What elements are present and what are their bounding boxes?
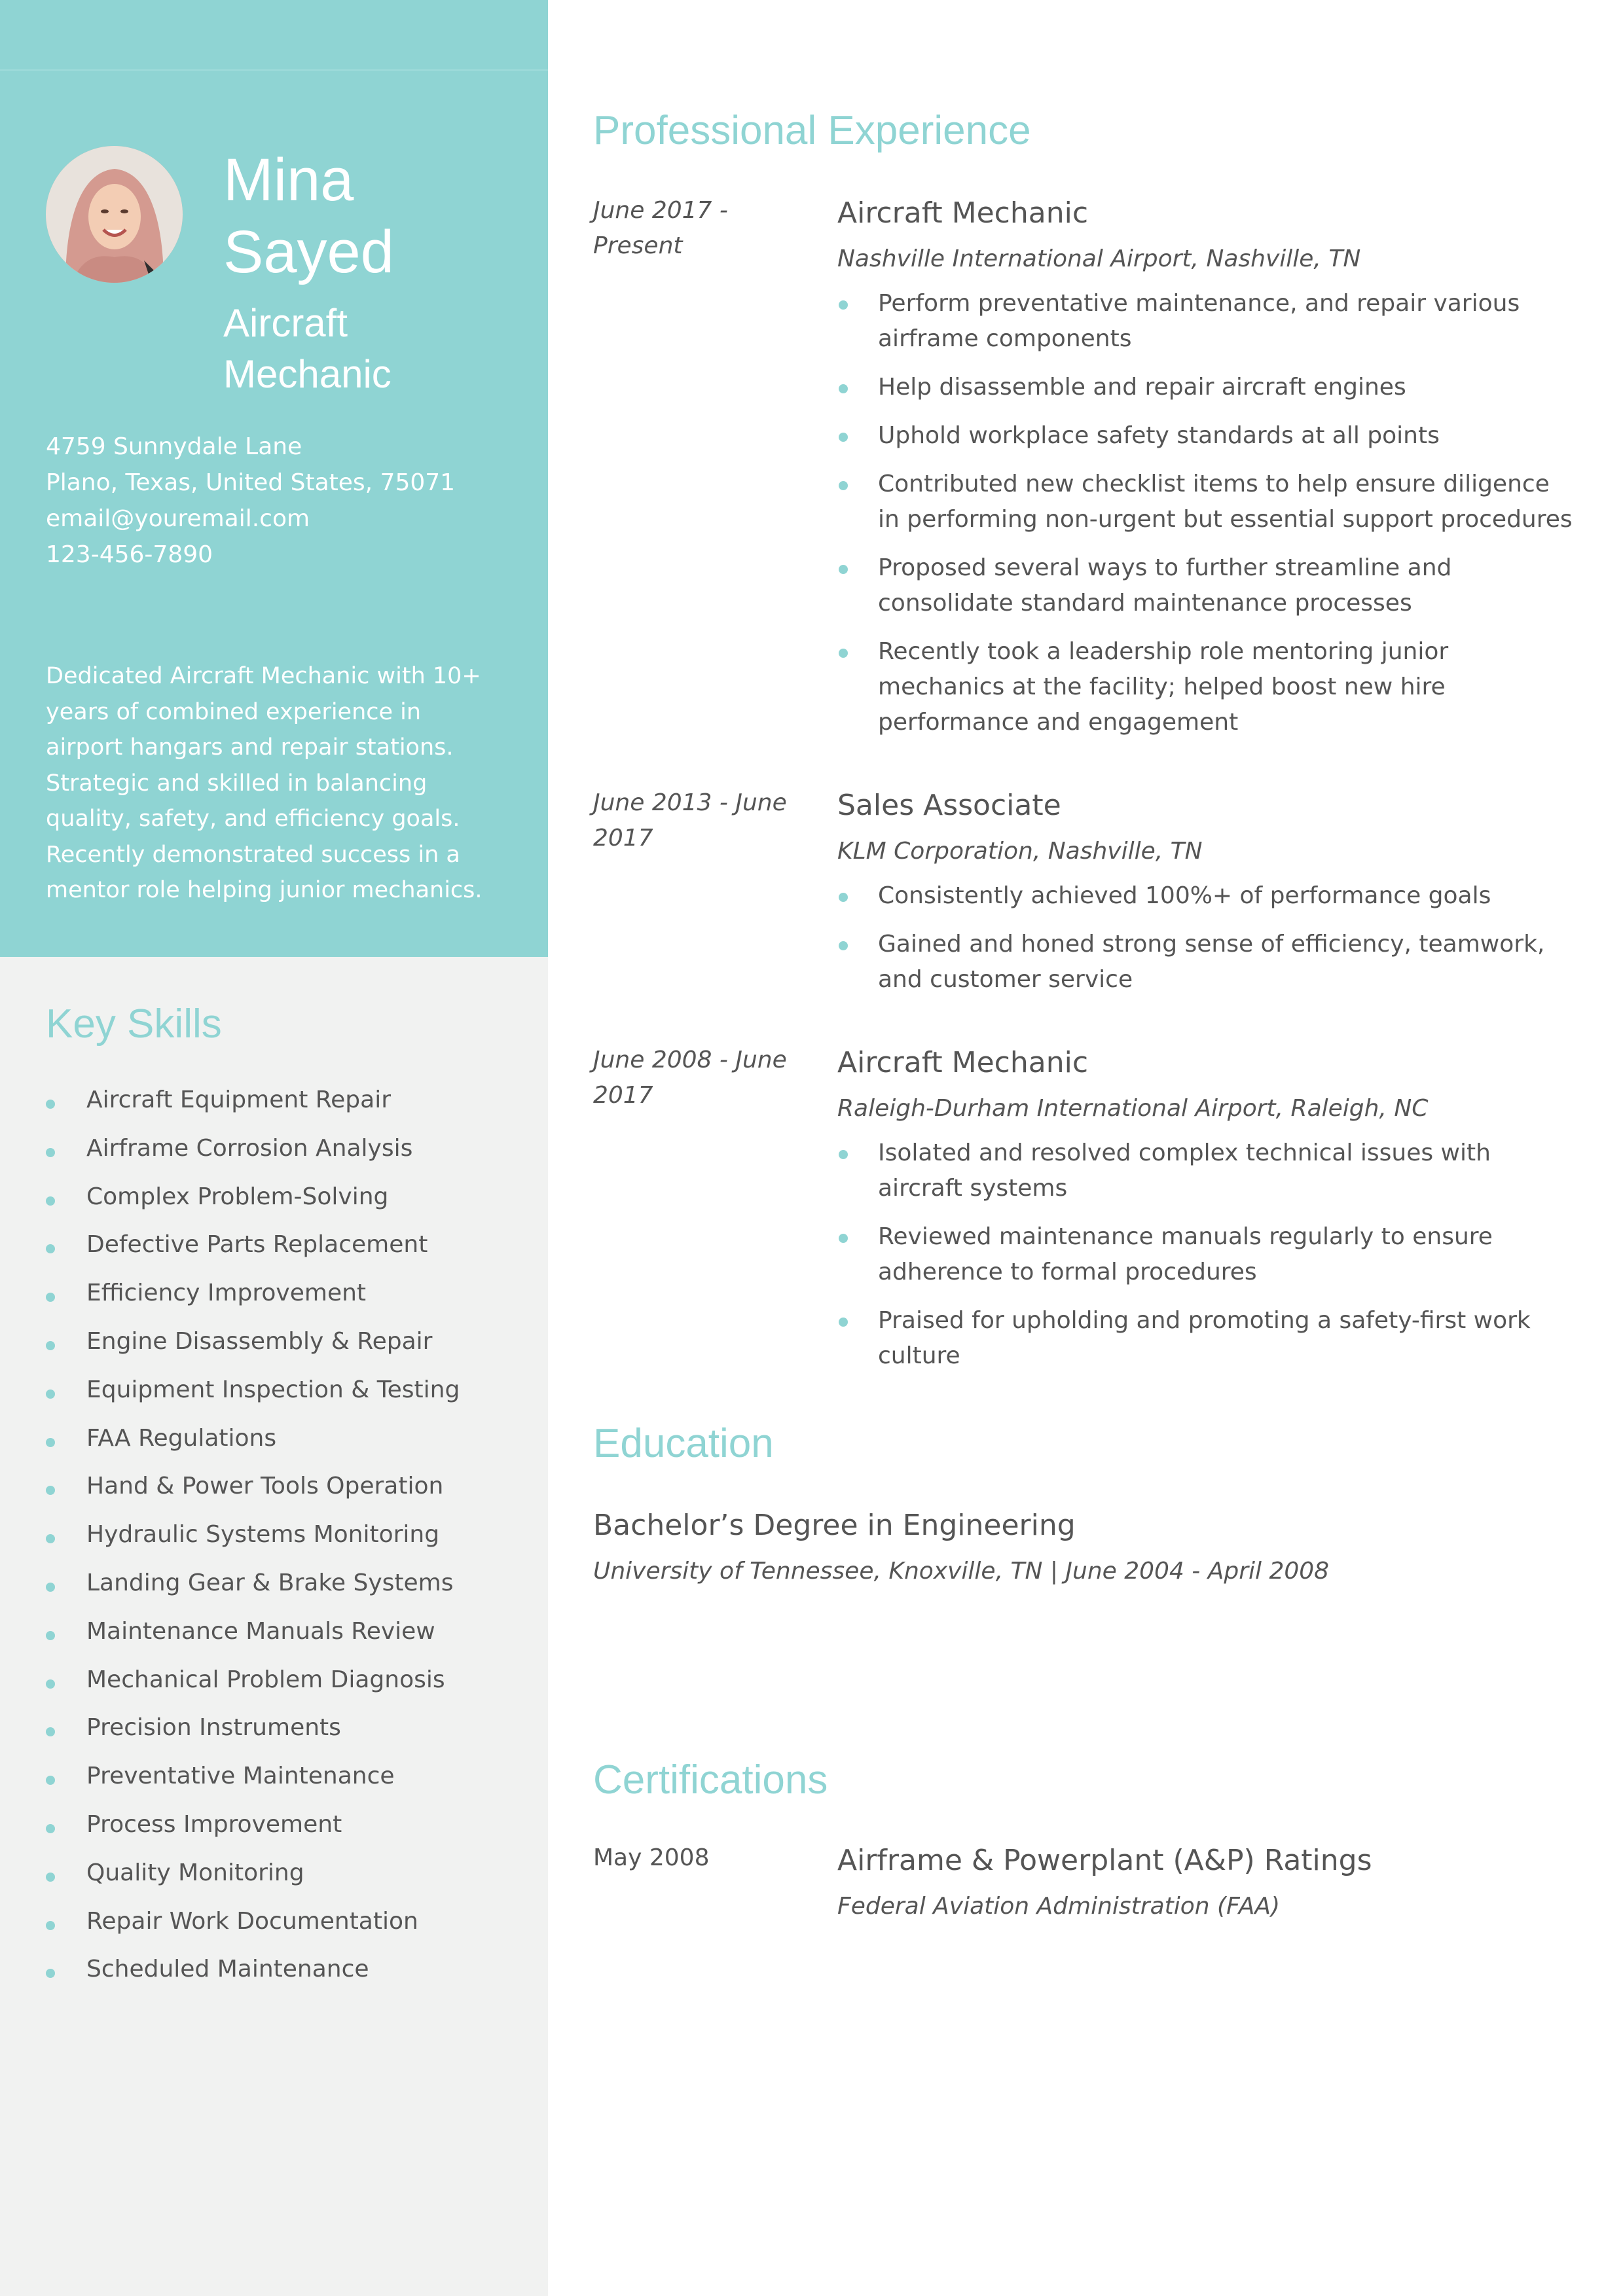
skill-label: Landing Gear & Brake Systems xyxy=(86,1569,454,1596)
bullet-icon xyxy=(839,893,848,902)
bullet-text: Praised for upholding and promoting a safety-first work culture xyxy=(878,1307,1531,1369)
job-dates: June 2008 - June 2017 xyxy=(593,1047,787,1109)
skill-label: Hand & Power Tools Operation xyxy=(86,1473,444,1500)
bullet-icon xyxy=(839,384,848,393)
skill-label: Aircraft Equipment Repair xyxy=(86,1086,392,1113)
phone: 123-456-7890 xyxy=(46,541,213,568)
skill-item xyxy=(46,1469,530,1518)
education-degree: Bachelor’s Degree in Engineering xyxy=(593,1509,1076,1542)
city: Plano, Texas, United States, 75071 xyxy=(46,469,456,496)
bullet-icon xyxy=(46,1390,55,1399)
bullet-icon xyxy=(839,1150,848,1159)
header-divider xyxy=(0,69,548,71)
skill-label: Quality Monitoring xyxy=(86,1859,304,1886)
profile-photo xyxy=(46,146,183,283)
bullet-text: Perform preventative maintenance, and repair various airframe components xyxy=(878,290,1520,352)
bullet-icon xyxy=(839,1234,848,1243)
skill-label: Airframe Corrosion Analysis xyxy=(86,1134,413,1162)
list-item xyxy=(837,927,1577,997)
bullet-icon xyxy=(46,1631,55,1640)
bullet-icon xyxy=(46,1341,55,1350)
list-item xyxy=(837,634,1577,740)
list-item xyxy=(837,550,1577,621)
bullet-icon xyxy=(46,1873,55,1882)
bullet-text: Help disassemble and repair aircraft engines xyxy=(878,374,1406,401)
skill-item xyxy=(46,1905,530,1953)
list-item xyxy=(837,467,1577,537)
bullet-icon xyxy=(46,1534,55,1543)
list-item xyxy=(837,1136,1577,1206)
job-dates: June 2017 - Present xyxy=(593,197,728,259)
experience-heading: Professional Experience xyxy=(593,108,1031,153)
list-item xyxy=(837,286,1577,357)
skill-item xyxy=(46,1422,530,1470)
skill-item xyxy=(46,1132,530,1180)
bullet-icon xyxy=(839,941,848,950)
list-item xyxy=(837,1303,1577,1374)
skill-item xyxy=(46,1083,530,1132)
skill-label: Process Improvement xyxy=(86,1810,342,1838)
contact-info xyxy=(46,429,530,573)
address: 4759 Sunnydale Lane xyxy=(46,433,302,460)
skill-label: Equipment Inspection & Testing xyxy=(86,1376,460,1403)
job-organization: Raleigh-Durham International Airport, Raleigh, NC xyxy=(837,1095,1429,1122)
skill-item xyxy=(46,1663,530,1712)
bullet-icon xyxy=(46,1438,55,1447)
education-entry xyxy=(593,1505,1575,1589)
skill-label: Repair Work Documentation xyxy=(86,1907,418,1935)
skill-label: FAA Regulations xyxy=(86,1424,277,1452)
skill-label: Preventative Maintenance xyxy=(86,1763,395,1790)
bullet-icon xyxy=(46,1776,55,1785)
skill-item xyxy=(46,1952,530,2001)
certification-org: Federal Aviation Administration (FAA) xyxy=(837,1893,1281,1920)
bullet-text: Reviewed maintenance manuals regularly to ensure adherence to formal procedures xyxy=(878,1223,1493,1285)
bullet-icon xyxy=(839,1318,848,1327)
bullet-icon xyxy=(46,1727,55,1736)
bullet-icon xyxy=(839,565,848,574)
skill-label: Complex Problem-Solving xyxy=(86,1183,389,1210)
job-dates: June 2013 - June 2017 xyxy=(593,789,787,852)
title-line-2: Mechanic xyxy=(223,352,392,396)
skill-label: Hydraulic Systems Monitoring xyxy=(86,1521,440,1549)
bullet-icon xyxy=(46,1969,55,1978)
first-name: Mina xyxy=(223,147,354,213)
bullet-text: Contributed new checklist items to help ensure diligence in performing non-urgent but essential support procedures xyxy=(878,471,1573,533)
skill-label: Efficiency Improvement xyxy=(86,1280,367,1307)
job-bullets xyxy=(837,286,1577,740)
bullet-icon xyxy=(46,1148,55,1157)
skill-item xyxy=(46,1180,530,1229)
sidebar xyxy=(0,0,548,2296)
bullet-icon xyxy=(839,300,848,310)
skill-item xyxy=(46,1615,530,1663)
skill-label: Engine Disassembly & Repair xyxy=(86,1327,433,1355)
list-item xyxy=(837,878,1577,914)
skill-label: Scheduled Maintenance xyxy=(86,1956,369,1983)
bullet-text: Proposed several ways to further streamline and consolidate standard maintenance processes xyxy=(878,554,1452,617)
job-body xyxy=(837,1043,1577,1387)
job-body xyxy=(837,785,1577,1011)
job-role: Aircraft Mechanic xyxy=(837,1046,1089,1079)
skill-item xyxy=(46,1711,530,1759)
skill-item xyxy=(46,1808,530,1856)
skill-label: Precision Instruments xyxy=(86,1714,341,1742)
job-bullets xyxy=(837,878,1577,997)
job-role: Sales Associate xyxy=(837,789,1061,822)
skill-item xyxy=(46,1373,530,1422)
last-name: Sayed xyxy=(223,219,394,285)
bullet-icon xyxy=(46,1244,55,1253)
candidate-title xyxy=(223,298,538,400)
skill-item xyxy=(46,1759,530,1808)
list-item xyxy=(837,370,1577,405)
bullet-text: Recently took a leadership role mentoring junior mechanics at the facility; helped boost new hire performance and engagement xyxy=(878,638,1449,736)
job-organization: Nashville International Airport, Nashville, TN xyxy=(837,245,1361,272)
bullet-icon xyxy=(839,481,848,490)
job-organization: KLM Corporation, Nashville, TN xyxy=(837,838,1203,865)
skill-item xyxy=(46,1325,530,1373)
skill-item xyxy=(46,1566,530,1615)
bullet-text: Consistently achieved 100%+ of performance goals xyxy=(878,882,1491,909)
bullet-icon xyxy=(46,1486,55,1495)
certification-body xyxy=(837,1840,1577,1924)
list-item xyxy=(837,418,1577,454)
bullet-text: Uphold workplace safety standards at all points xyxy=(878,422,1440,449)
email[interactable]: email@youremail.com xyxy=(46,505,310,532)
job-bullets xyxy=(837,1136,1577,1374)
skills-list xyxy=(46,1083,530,2001)
skill-item xyxy=(46,1276,530,1325)
skill-item xyxy=(46,1228,530,1276)
bullet-icon xyxy=(46,1679,55,1689)
bullet-icon xyxy=(46,1824,55,1833)
title-line-1: Aircraft xyxy=(223,301,348,345)
skill-label: Maintenance Manuals Review xyxy=(86,1617,435,1645)
bullet-icon xyxy=(46,1921,55,1930)
list-item xyxy=(837,1219,1577,1290)
job-role: Aircraft Mechanic xyxy=(837,196,1089,230)
education-detail: University of Tennessee, Knoxville, TN | June 2004 - April 2008 xyxy=(593,1558,1330,1585)
certification-date: May 2008 xyxy=(593,1844,710,1871)
job-body xyxy=(837,193,1577,753)
sidebar-header xyxy=(0,0,548,957)
skill-item xyxy=(46,1518,530,1566)
bullet-text: Gained and honed strong sense of efficiency, teamwork, and customer service xyxy=(878,931,1545,993)
candidate-name xyxy=(223,144,538,288)
skill-label: Mechanical Problem Diagnosis xyxy=(86,1666,445,1693)
skill-label: Defective Parts Replacement xyxy=(86,1231,428,1259)
bullet-icon xyxy=(839,649,848,658)
bullet-icon xyxy=(46,1583,55,1592)
skills-heading: Key Skills xyxy=(46,1001,222,1047)
bullet-text: Isolated and resolved complex technical issues with aircraft systems xyxy=(878,1139,1491,1202)
certifications-heading: Certifications xyxy=(593,1757,828,1803)
skill-item xyxy=(46,1856,530,1905)
bullet-icon xyxy=(46,1196,55,1206)
bullet-icon xyxy=(46,1293,55,1302)
summary: Dedicated Aircraft Mechanic with 10+ years of combined experience in airport hangars and repair stations. Strategic and skilled in balancing quality, safety, and efficiency goals. Recently demonstrated success in a mentor role helping junior mechanics. xyxy=(46,663,483,903)
bullet-icon xyxy=(46,1100,55,1109)
bullet-icon xyxy=(839,433,848,442)
certification-name: Airframe & Powerplant (A&P) Ratings xyxy=(837,1844,1372,1877)
education-heading: Education xyxy=(593,1421,774,1466)
